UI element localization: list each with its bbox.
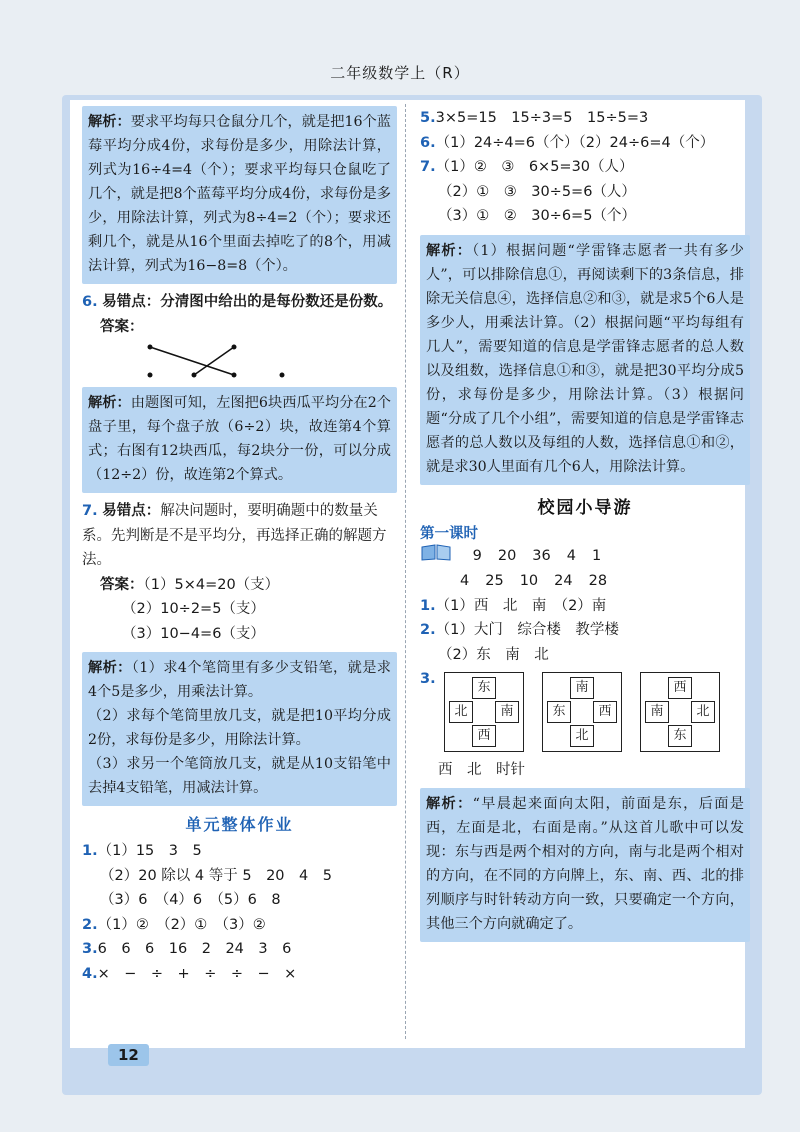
question-7-tip (82, 499, 397, 573)
unit-answer-row: 1.（1）15 3 5 (82, 843, 202, 859)
compass-1: 东 北 南 西 (444, 672, 524, 752)
analysis-label: 解析： (426, 796, 473, 812)
analysis-label: 解析： (88, 114, 131, 130)
answer-q1: 1.（1）西 北 南 （2）南 (420, 597, 607, 614)
q7-answer-1 (82, 573, 397, 598)
unit-section-title: 单元整体作业 (185, 815, 294, 834)
analysis-text: 由题图可知，左图把6块西瓜平均分在2个盘子里，每个盘子放（6÷2）块，故连第4个算式；右图有12块西瓜，每2块分一份，可以分成（12÷2）份，故连第2个算式。 (88, 395, 391, 483)
unit-answer-row: 4.× − ÷ + ÷ ÷ − × (82, 965, 297, 982)
match-dot-bottom-far (280, 373, 285, 378)
column-divider (405, 104, 406, 1039)
match-line-2 (194, 347, 234, 375)
analysis-block-1 (82, 106, 397, 284)
q7-answer-2: （2）10÷2=5（支） (122, 601, 265, 617)
answer-label: 答案： (100, 576, 144, 593)
question-number: 6. (82, 294, 98, 310)
analysis-line-3: （3）求另一个笔筒放几支，就是从10支铅笔中去掉4支铅笔，用减法计算。 (88, 756, 391, 796)
analysis-label: 解析： (426, 242, 473, 259)
tip-label: 易错点： (102, 294, 161, 310)
analysis-block-2 (82, 387, 397, 493)
analysis-line-2: （2）求每个笔筒里放几支，就是把10平均分成2份，求每份是多少，用除法计算。 (88, 708, 391, 748)
answer-row-7-3: （3）① ② 30÷6=5（个） (438, 208, 636, 224)
left-column (82, 106, 397, 986)
answer-q3-number: 3. (420, 671, 436, 687)
unit-answers-list (82, 839, 397, 986)
answer-q2: 2.（1）大门 综合楼 教学楼 (420, 622, 619, 638)
tip-label: 易错点： (102, 503, 161, 519)
question-6-tip (82, 290, 397, 315)
analysis-label: 解析： (88, 660, 132, 676)
matching-diagram (82, 341, 397, 381)
open-book-icon (420, 543, 452, 570)
question-number: 7. (82, 503, 98, 519)
analysis-block-4 (420, 235, 750, 485)
compass-diagrams (444, 672, 750, 752)
answer-row-7: 7.（1）② ③ 6×5=30（人） (420, 159, 634, 175)
warmup-row-1: 9 20 36 4 1 (420, 543, 750, 570)
tip-text: 解决问题时，要明确题中的数量关系。先判断是不是平均分，再选择正确的解题方法。 (82, 503, 387, 568)
analysis-text: “早晨起来面向太阳，前面是东，后面是西，左面是北，右面是南。”从这首儿歌中可以发现：东与西是两个相对的方向，南与北是两个相对的方向，在不同的方向牌上，东、南、西、北的排列顺序与时针转动方向一致，只要确定一个方向，其他三个方向就确定了。 (426, 796, 744, 932)
match-dot-bottom-left (148, 373, 153, 378)
answer-row-6: 6.（1）24÷4=6（个）（2）24÷6=4（个） (420, 134, 715, 151)
match-line-1 (150, 347, 234, 375)
compass-3: 西 南 北 东 (640, 672, 720, 752)
analysis-text: 要求平均每只仓鼠分几个，就是把16个蓝莓平均分成4份，求每份是多少，用除法计算，列式为16÷4=4（个）；要求平均每只仓鼠吃了几个，就是把8个蓝莓平均分成4份，求每份是多少，用除法计算，列式为8÷4=2（个）；要求还剩几个，就是从16个里面去掉吃了的8个，用减法计算，列式为16−8=8（个）。 (88, 114, 391, 274)
analysis-text: （1）根据问题“学雷锋志愿者一共有多少人”，可以排除信息①，再阅读剩下的3条信息，排除无关信息④，选择信息②和③，就是求5个6人是多少人，用乘法计算。（2）根据问题“平均每组有几人”，需要知道的信息是学雷锋志愿者的总人数以及组数，选择信息①和③，就是把30平均分成5份，求每份是多少，用除法计算。（3）根据问题“分成了几个小组”，需要知道的信息是学雷锋志愿者的总人数以及每组的人数，选择信息①和②，就是求30人里面有几个6人，用除法计算。 (426, 242, 744, 475)
unit-answer-row: 3.6 6 6 16 2 24 3 6 (82, 941, 292, 957)
right-column (420, 106, 750, 942)
unit-answer-row: 2.（1）② （2）① （3）② (82, 916, 266, 933)
compass-2: 南 东 西 北 (542, 672, 622, 752)
page-header: 二年级数学上（R） (330, 64, 470, 82)
warmup-row-2: 4 25 10 24 28 (460, 573, 608, 589)
section-title: 校园小导游 (537, 497, 633, 518)
lesson-title: 第一课时 (420, 525, 478, 542)
analysis-block-5 (420, 788, 750, 942)
matching-lines-svg (82, 341, 397, 381)
page-number: 12 (108, 1044, 149, 1066)
unit-answer-row: （3）6 （4）6 （5）6 8 (100, 892, 281, 908)
answer-row-7-2: （2）① ③ 30÷5=6（人） (438, 183, 636, 200)
answer-q2-2: （2）东 南 北 (438, 646, 549, 663)
unit-answer-row: （2）20 除以 4 等于 5 20 4 5 (100, 867, 332, 884)
q3-caption: 西 北 时针 (438, 761, 525, 778)
answer-label: 答案： (100, 318, 144, 335)
q7-answer-3: （3）10−4=6（支） (122, 625, 265, 642)
analysis-block-3 (82, 652, 397, 806)
answer-text: （1）5×4=20（支） (143, 576, 280, 593)
analysis-line-1: （1）求4个笔筒里有多少支铅笔，就是求4个5是多少，用乘法计算。 (88, 660, 391, 700)
analysis-label: 解析： (88, 395, 131, 411)
answer-row-5: 5.3×5=15 15÷3=5 15÷5=3 (420, 110, 649, 126)
tip-text: 分清图中给出的是每份数还是份数。 (160, 294, 393, 310)
